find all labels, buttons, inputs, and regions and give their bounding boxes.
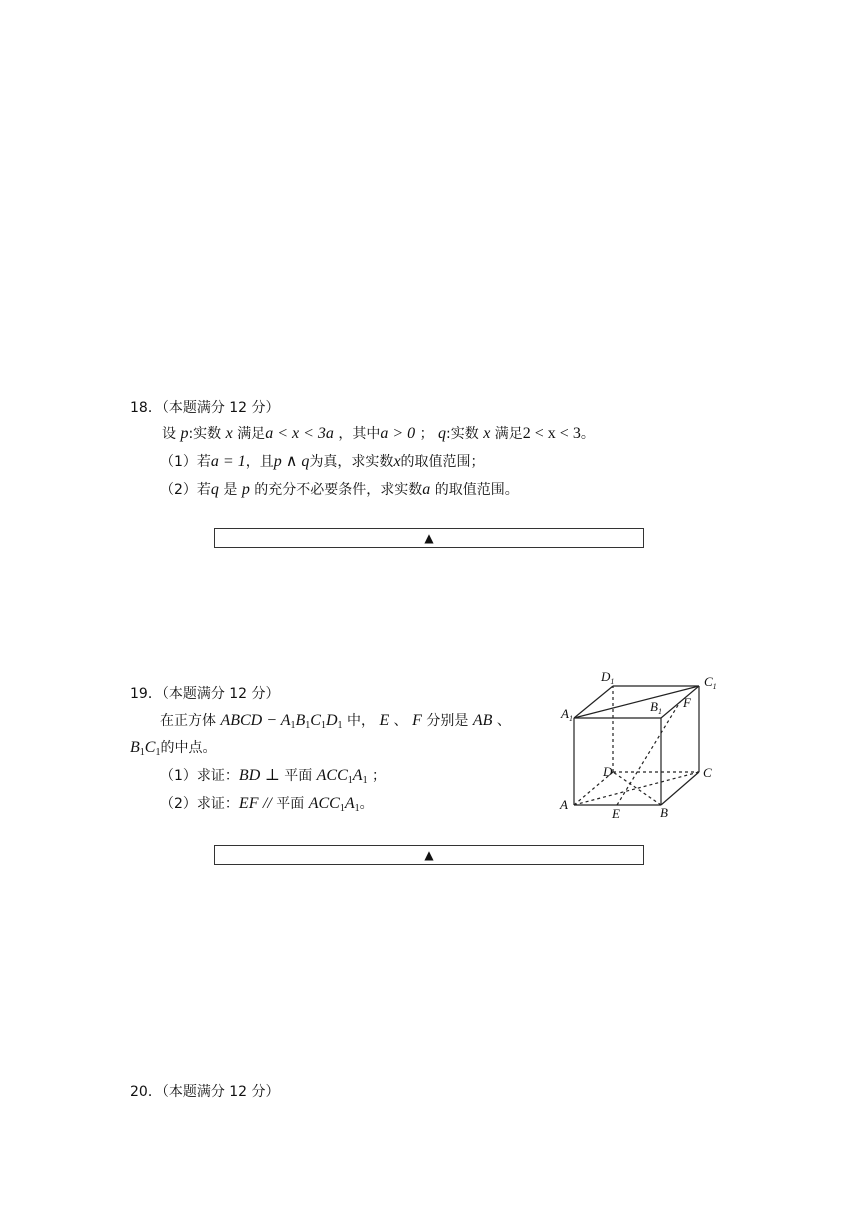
label-a: A xyxy=(560,797,568,812)
label-d1: $D_1$ xyxy=(601,669,615,686)
label-e: E xyxy=(612,806,620,821)
q19-intro-cont: $B_1C_1$的中点。 xyxy=(130,739,217,758)
q18-intro: 设 p:实数 x 满足a < x < 3a ，其中a > 0 ； q:实数 x 满足2 < x < 3。 xyxy=(162,425,595,442)
cube-figure xyxy=(556,664,726,824)
answer-marker-icon: ▲ xyxy=(424,848,434,862)
q19-answer-box[interactable] xyxy=(214,845,644,865)
q19-part1: （1）求证：BD ⊥ 平面 $ACC_1A_1$ ； xyxy=(160,767,387,786)
q19-intro: 在正方体 ABCD − $A_1B_1C_1D_1$ 中， E 、 F 分别是 AB 、 xyxy=(160,712,511,731)
q18-part2: （2）若q 是 p 的充分不必要条件，求实数a 的取值范围。 xyxy=(160,481,519,498)
answer-marker-icon: ▲ xyxy=(424,531,434,545)
q18-header: 18．（本题满分 12 分） xyxy=(130,400,280,416)
diag-b-d xyxy=(613,772,661,805)
label-b1: $B_1$ xyxy=(650,699,662,716)
q19-header: 19．（本题满分 12 分） xyxy=(130,686,280,702)
q20-header: 20．（本题满分 12 分） xyxy=(130,1084,280,1100)
label-c1: $C_1$ xyxy=(704,674,717,691)
q19-part2: （2）求证：EF // 平面 $ACC_1A_1$。 xyxy=(160,795,374,814)
q18-part1: （1）若a = 1，且p ∧ q为真，求实数x的取值范围； xyxy=(160,453,485,470)
label-f: F xyxy=(683,695,691,710)
label-a1: $A_1$ xyxy=(561,706,573,723)
q18-answer-box[interactable] xyxy=(214,528,644,548)
label-b: B xyxy=(660,805,668,820)
label-d: D xyxy=(603,764,613,779)
label-c: C xyxy=(703,765,712,780)
